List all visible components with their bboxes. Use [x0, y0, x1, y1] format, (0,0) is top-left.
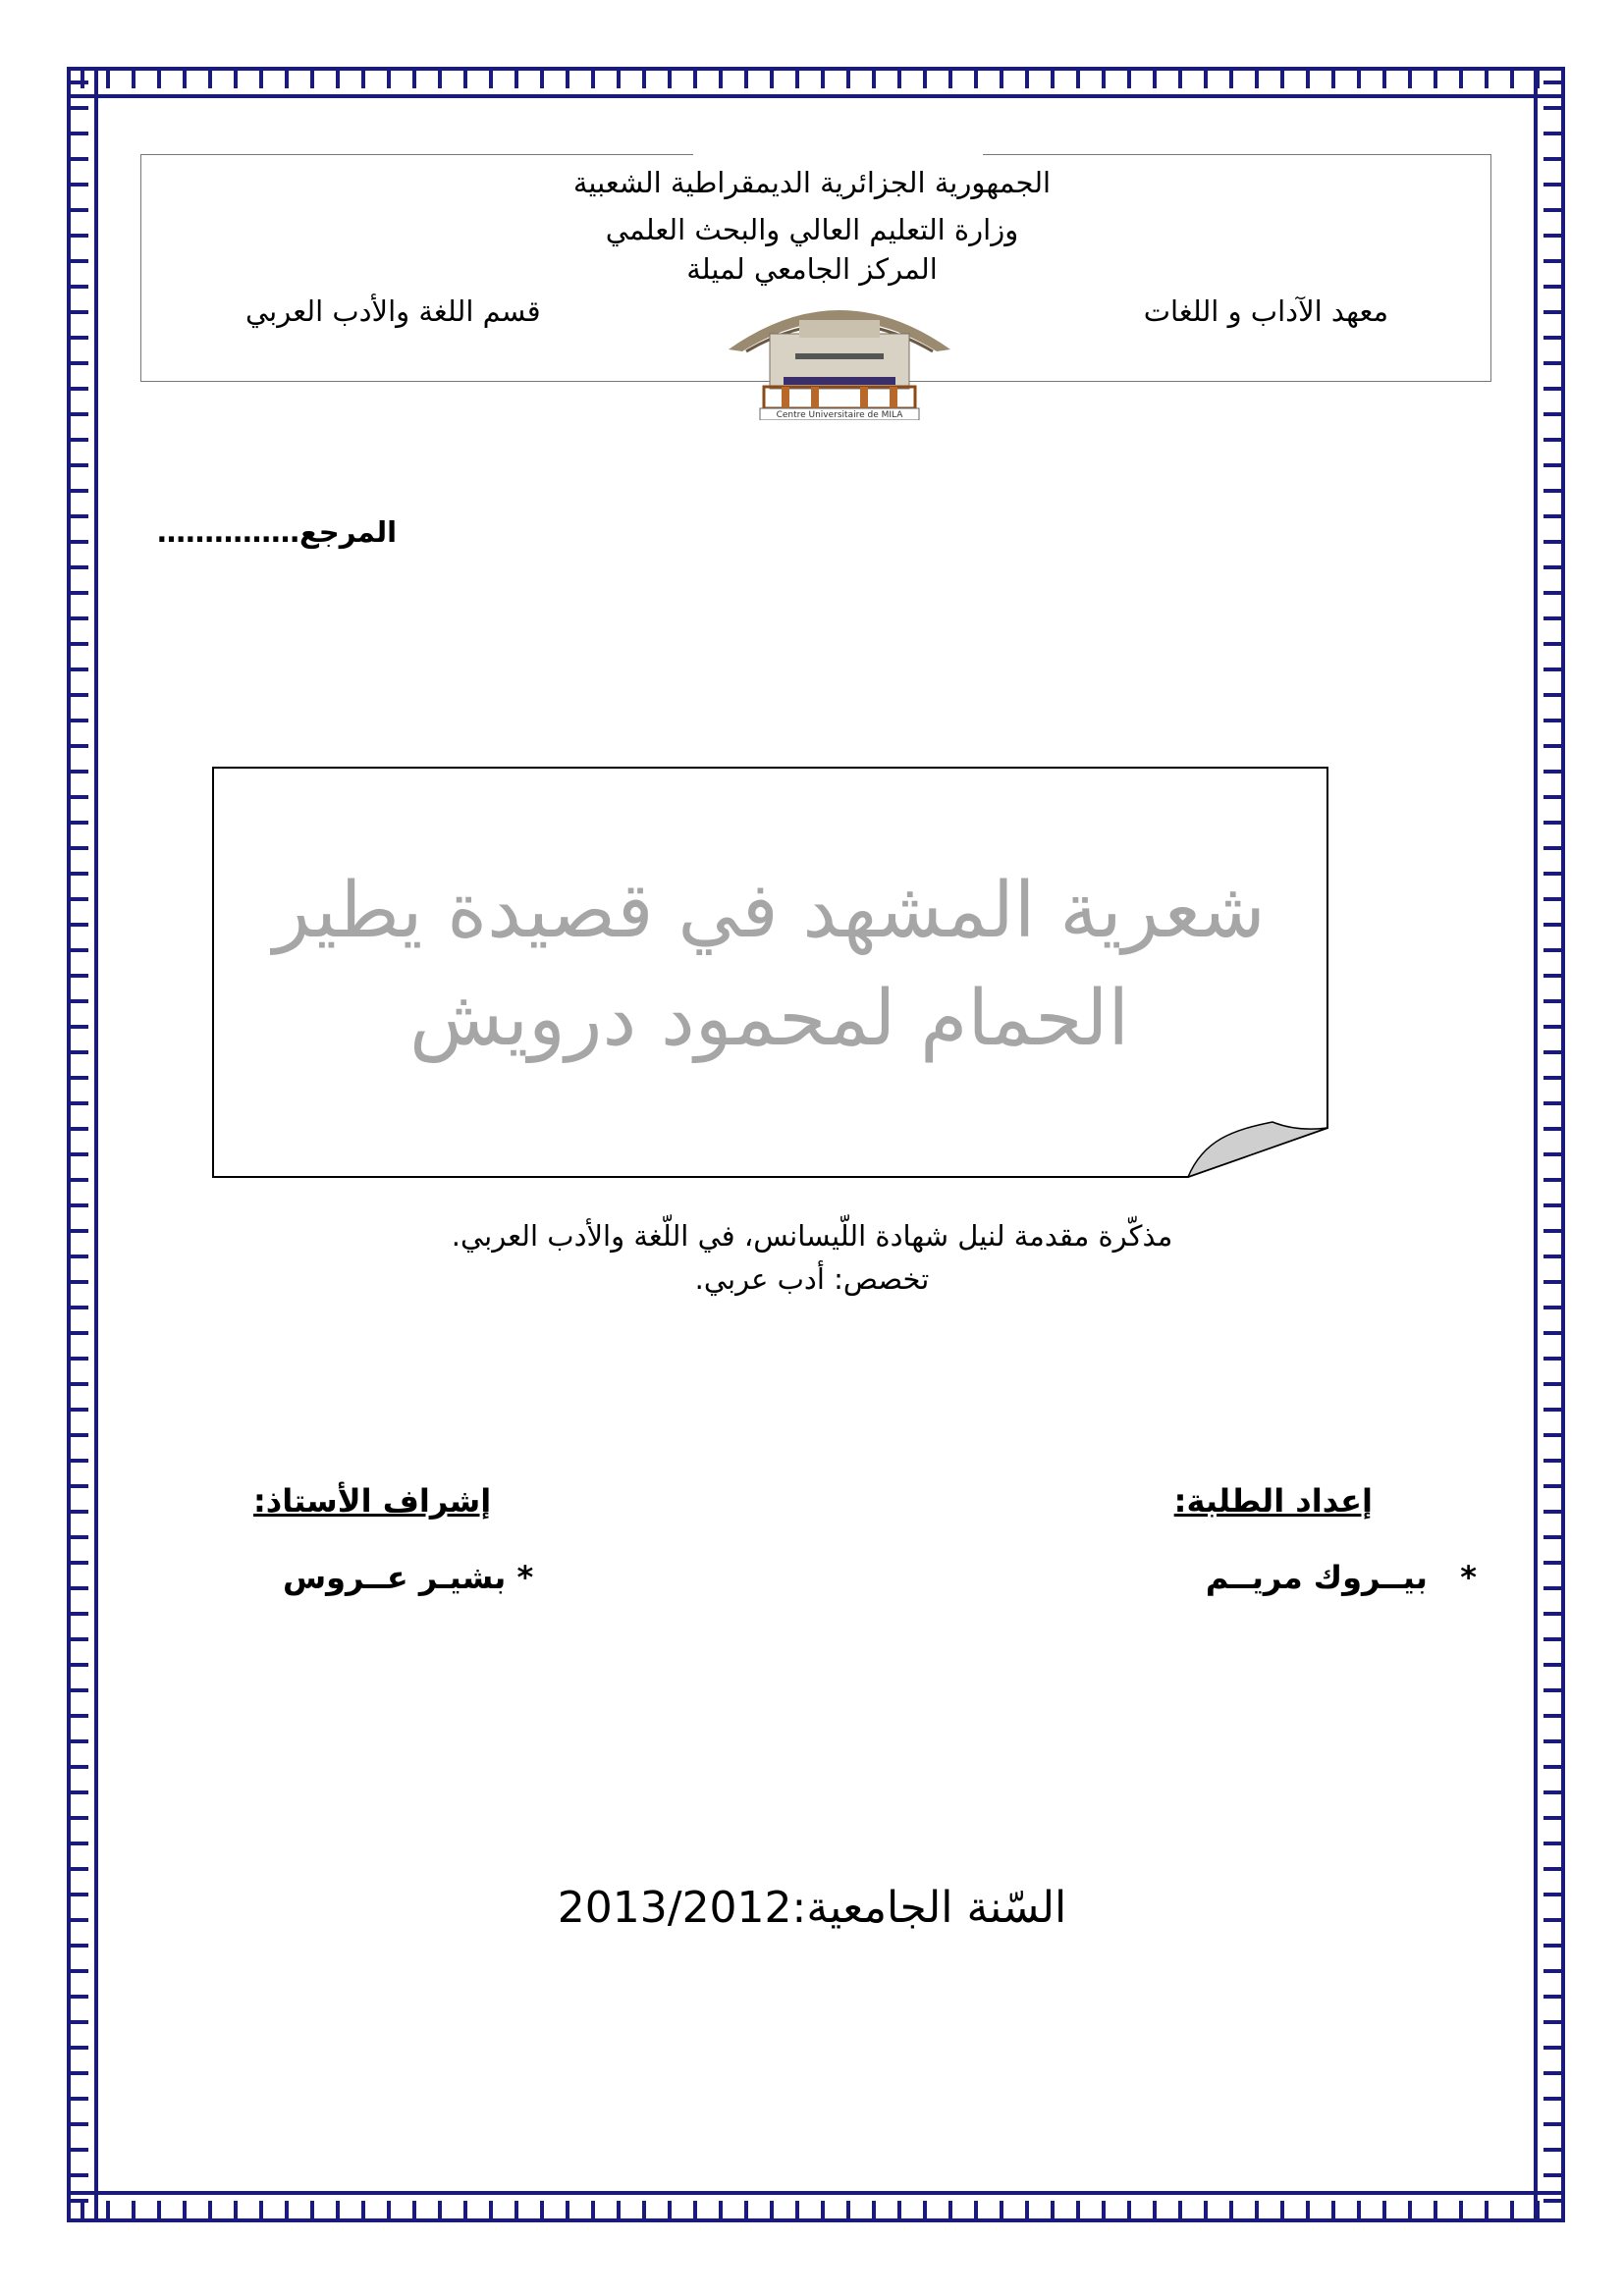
reference-dots: …………… — [157, 515, 299, 549]
reference-label: المرجع — [299, 515, 398, 549]
university-logo — [725, 281, 954, 420]
svg-text:Centre Universitaire de MILA: Centre Universitaire de MILA — [776, 410, 903, 420]
supervisor-label: إشراف الأستاذ: — [253, 1482, 492, 1520]
students-label: إعداد الطلبة: — [1173, 1482, 1373, 1520]
department-label: قسم اللغة والأدب العربي — [245, 294, 541, 328]
ministry-line: وزارة التعليم العالي والبحث العلمي — [605, 213, 1019, 246]
title-line-1: شعرية المشهد في قصيدة يطير — [273, 867, 1266, 955]
supervisor-name: * بشيـر عــروس — [283, 1559, 534, 1596]
memo-line-1: مذكّرة مقدمة لنيل شهادة اللّيسانس، في اللّغة والأدب العربي. — [451, 1219, 1173, 1253]
memo-line-2: تخصص: أدب عربي. — [694, 1262, 930, 1296]
center-line: المركز الجامعي لميلة — [686, 252, 938, 286]
title-line-2: الحمام لمحمود درويش — [408, 975, 1130, 1063]
republic-line: الجمهورية الجزائرية الديمقراطية الشعبية — [572, 166, 1052, 199]
academic-year: السّنة الجامعية:2013/2012 — [557, 1883, 1067, 1933]
institute-label: معهد الآداب و اللغات — [1143, 294, 1388, 328]
reference-line — [157, 515, 397, 549]
student-name: * بيــروك مريــم — [1205, 1559, 1477, 1596]
